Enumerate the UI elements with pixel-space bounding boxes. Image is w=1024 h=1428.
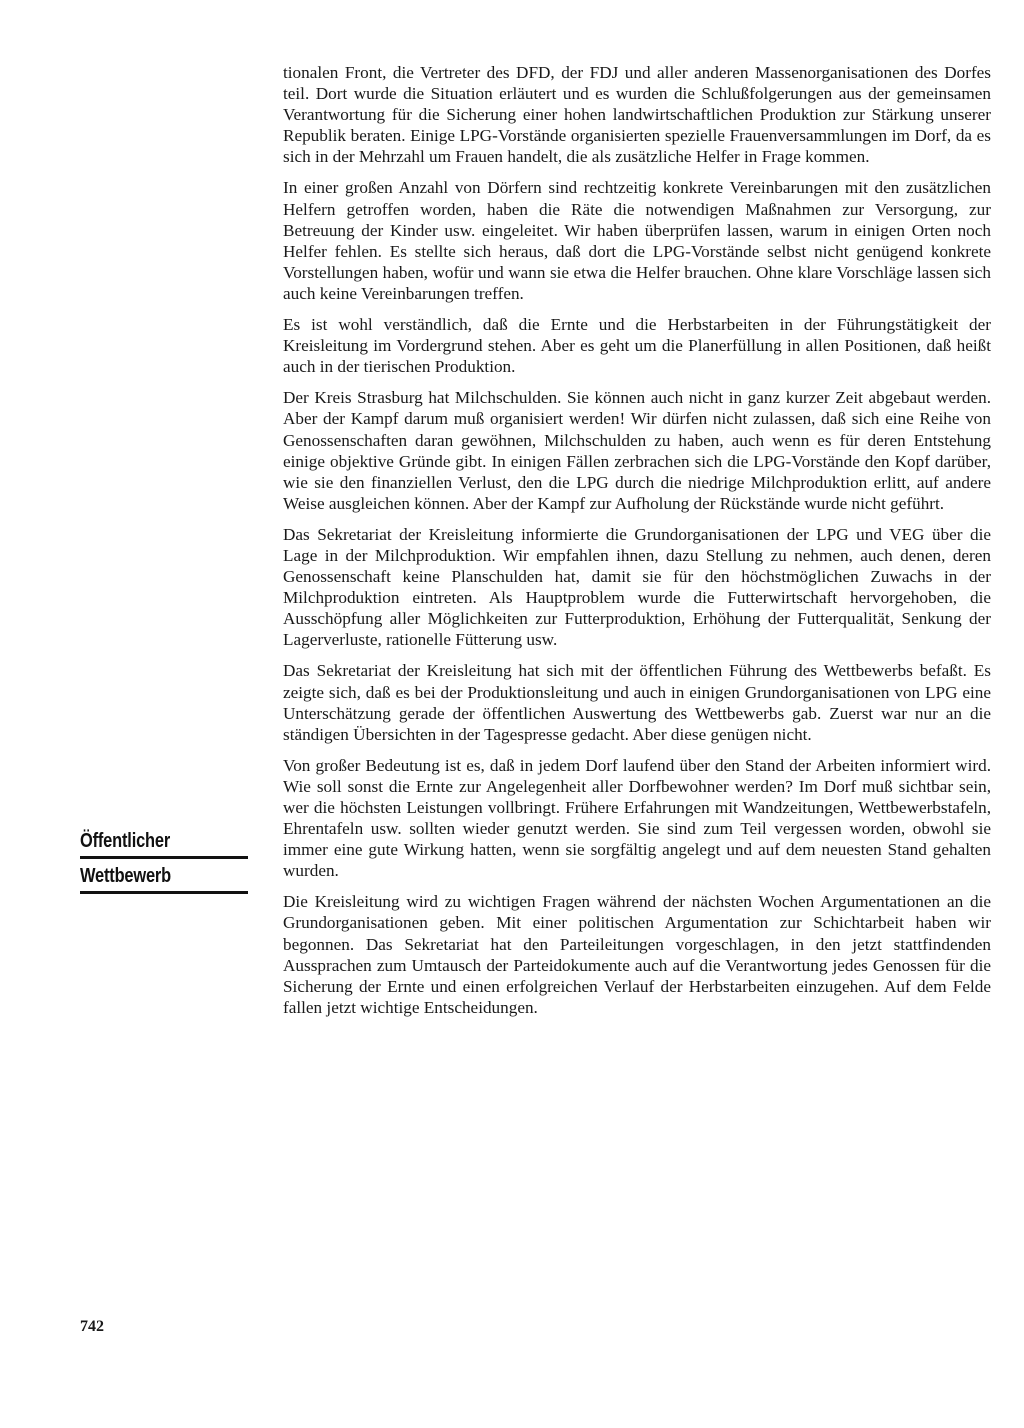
sidebar-heading-rule (80, 856, 248, 859)
paragraph: tionalen Front, die Vertreter des DFD, der FDJ und aller anderen Massenorganisationen des Dorfes teil. Dort wurde die Situation erläutert und es wurden die Schlußfolgerungen aus der gemeinsamen Verantwortung für die Sicherung einer hohen landwirtschaftlichen Produktion zur Stärkung unserer Republik beraten. Einige LPG-Vorstände organisierten spezielle Frauenversammlungen im Dorf, da es sich in der Mehrzahl um Frauen handelt, die als zusätzliche Helfer in Frage kommen. (283, 63, 991, 167)
paragraph: Die Kreisleitung wird zu wichtigen Fragen während der nächsten Wochen Argumentationen an die Grundorganisationen geben. Mit einer politischen Argumentation zur Schichtarbeit haben wir begonnen. Das Sekretariat hat den Parteileitungen vorgeschlagen, in den jetzt stattfindenden Aussprachen zum Umtausch der Parteidokumente auch auf die Verantwortung jedes Genossen für die Sicherung der Ernte und einen erfolgreichen Verlauf der Herbstarbeiten einzugehen. Auf dem Felde fallen jetzt wichtige Entscheidungen. (283, 892, 991, 1017)
paragraph: Es ist wohl verständlich, daß die Ernte und die Herbstarbeiten in der Führungstätigkeit der Kreisleitung im Vordergrund stehen. Aber es geht um die Planerfüllung in allen Positionen, daß heißt auch in der tierischen Produktion. (283, 315, 991, 377)
paragraph: Das Sekretariat der Kreisleitung informierte die Grundorganisationen der LPG und VEG über die Lage in der Milchproduktion. Wir empfahlen ihnen, dazu Stellung zu nehmen, auch denen, deren Genossenschaft keine Planschulden hat, damit sie für den höchstmöglichen Zuwachs in der Milchproduktion eintreten. Als Hauptproblem wurde die Futterwirtschaft hervorgehoben, die Ausschöpfung aller Möglichkeiten zur Futterproduktion, Erhöhung der Futterqualität, Senkung der Lagerverluste, rationelle Fütterung usw. (283, 524, 991, 650)
page-number: 742 (80, 1318, 104, 1335)
sidebar-heading-line-2: Wettbewerb (80, 865, 172, 887)
paragraph: In einer großen Anzahl von Dörfern sind rechtzeitig konkrete Vereinbarungen mit den zusätzlichen Helfern getroffen worden, haben die Räte die notwendigen Maßnahmen zur Versorgung, zur Betreuung der Kinder usw. eingeleitet. Wir haben überprüfen lassen, warum in einigen Orten noch Helfer fehlen. Es stellte sich heraus, daß dort die LPG-Vorstände selbst nicht genügend konkrete Vorstellungen haben, wofür und wann sie etwa die Helfer brauchen. Ohne klare Vorschläge lassen sich auch keine Vereinbarungen treffen. (283, 178, 991, 303)
main-text-column (283, 62, 991, 1028)
sidebar-heading-rule (80, 891, 248, 894)
paragraph: Das Sekretariat der Kreisleitung hat sich mit der öffentlichen Führung des Wettbewerbs befaßt. Es zeigte sich, daß es bei der Produktionsleitung und auch in einigen Grundorganisationen von LPG eine Unterschätzung gerade der öffentlichen Auswertung des Wettbewerbs gab. Zuerst war nur an die ständigen Übersichten in der Tagespresse gedacht. Aber diese genügen nicht. (283, 661, 991, 744)
paragraph: Der Kreis Strasburg hat Milchschulden. Sie können auch nicht in ganz kurzer Zeit abgebaut werden. Aber der Kampf darum muß organisiert werden! Wir dürfen nicht zulassen, daß sich eine Reihe von Genossenschaften daran gewöhnen, Milchschulden zu haben, auch wenn es für deren Entstehung einige objektive Gründe gibt. In einigen Fällen zerbrachen sich die LPG-Vorstände den Kopf darüber, wie sie den finanziellen Verlust, den die LPG durch die niedrige Milchproduktion erlitt, auf andere Weise ausgleichen können. Aber der Kampf zur Aufholung der Rückstände wurde nicht geführt. (283, 388, 991, 513)
sidebar-heading-line-1: Öffentlicher (80, 830, 171, 852)
paragraph: Von großer Bedeutung ist es, daß in jedem Dorf laufend über den Stand der Arbeiten informiert wird. Wie soll sonst die Ernte zur Angelegenheit aller Dorfbewohner werden? Im Dorf muß sichtbar sein, wer die höchsten Leistungen vollbringt. Frühere Erfahrungen mit Wandzeitungen, Wettbewerbstafeln, Ehrentafeln usw. sollten wieder genutzt werden. Sie sind zum Teil vergessen worden, obwohl sie immer eine gute Wirkung hatten, wenn sie sorgfältig angelegt und auf dem neuesten Stand gehalten wurden. (283, 755, 991, 881)
sidebar-heading (80, 830, 248, 900)
